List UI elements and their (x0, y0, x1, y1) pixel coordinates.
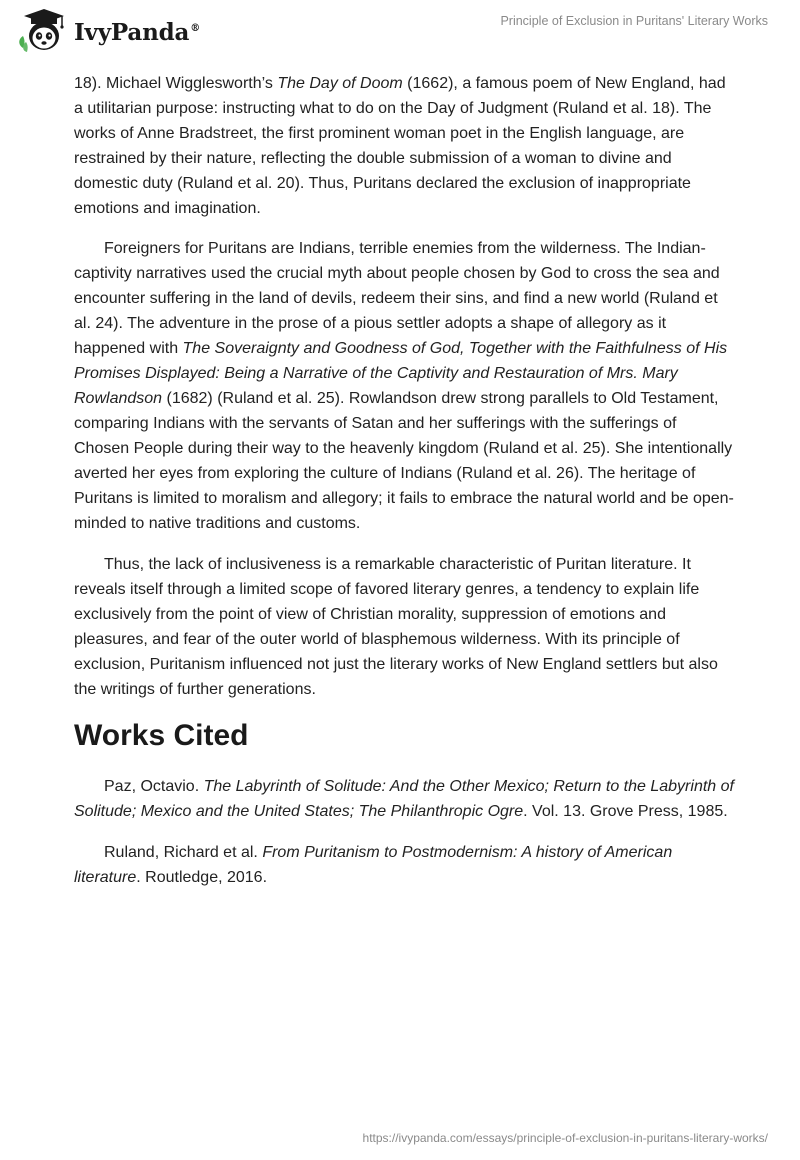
italic-title: The Soveraignty and Goodness of God, Together with the Faithfulness of His Promises Displayed: Being a Narrative of the Captivity and Restauration of Mrs. Mary Rowlandson (74, 340, 728, 407)
citation-title: From Puritanism to Postmodernism: A history of American literature (74, 844, 673, 886)
citation-entry: Ruland, Richard et al. From Puritanism to Postmodernism: A history of American literature. Routledge, 2016. (74, 844, 673, 886)
paragraph-conclusion: Thus, the lack of inclusiveness is a remarkable characteristic of Puritan literature. It reveals itself through a limited scope of favored literary genres, a tendency to explain life exclusively from the point of view of Christian morality, suppression of emotions and pleasures, and fear of the outer world of blasphemous wilderness. With its principle of exclusion, Puritanism influenced not just the literary works of New England settlers but also the writings of further generations. (74, 556, 718, 698)
citation-title: The Labyrinth of Solitude: And the Other Mexico; Return to the Labyrinth of Solitude; Mexico and the United States; The Philanthropic Ogre (74, 778, 734, 820)
ivypanda-logo[interactable] (14, 6, 200, 54)
document-title: Principle of Exclusion in Puritans' Literary Works (500, 14, 768, 28)
panda-logo-icon (14, 6, 70, 54)
source-url[interactable]: https://ivypanda.com/essays/principle-of-exclusion-in-puritans-literary-works/ (362, 1131, 768, 1145)
essay-content (74, 71, 734, 906)
brand-name: IvyPanda® (74, 18, 200, 46)
registered-mark: ® (190, 22, 200, 34)
paragraph-continued: 18). Michael Wigglesworth’s The Day of Doom (1662), a famous poem of New England, had a utilitarian purpose: instructing what to do on the Day of Judgment (Ruland et al. 18). The works of Anne Bradstreet, the first prominent woman poet in the English language, are restrained by their nature, reflecting the double submission of a woman to divine and domestic duty (Ruland et al. 20). Thus, Puritans declared the exclusion of inappropriate emotions and imagination. (74, 75, 726, 217)
works-cited-heading: Works Cited (74, 719, 249, 752)
citation-entry: Paz, Octavio. The Labyrinth of Solitude: And the Other Mexico; Return to the Labyrinth of Solitude; Mexico and the United States; The Philanthropic Ogre. Vol. 13. Grove Press, 1985. (74, 778, 734, 820)
italic-title: The Day of Doom (277, 75, 403, 92)
paragraph-foreigners: Foreigners for Puritans are Indians, terrible enemies from the wilderness. The Indian-captivity narratives used the crucial myth about people chosen by God to cross the sea and encounter suffering in the land of devils, redeem their sins, and find a new world (Ruland et al. 24). The adventure in the prose of a pious settler adopts a shape of allegory as it happened with The Soveraignty and Goodness of God, Together with the Faithfulness of His Promises Displayed: Being a Narrative of the Captivity and Restauration of Mrs. Mary Rowlandson (1682) (Ruland et al. 25). Rowlandson drew strong parallels to Old Testament, comparing Indians with the servants of Satan and her sufferings with the sufferings of Chosen People during their way to the heavenly kingdom (Ruland et al. 25). She intentionally averted her eyes from exploring the culture of Indians (Ruland et al. 26). The heritage of Puritans is limited to moralism and allegory; it fails to embrace the natural world and be open-minded to native traditions and customs. (74, 240, 734, 532)
page-header (0, 0, 800, 60)
